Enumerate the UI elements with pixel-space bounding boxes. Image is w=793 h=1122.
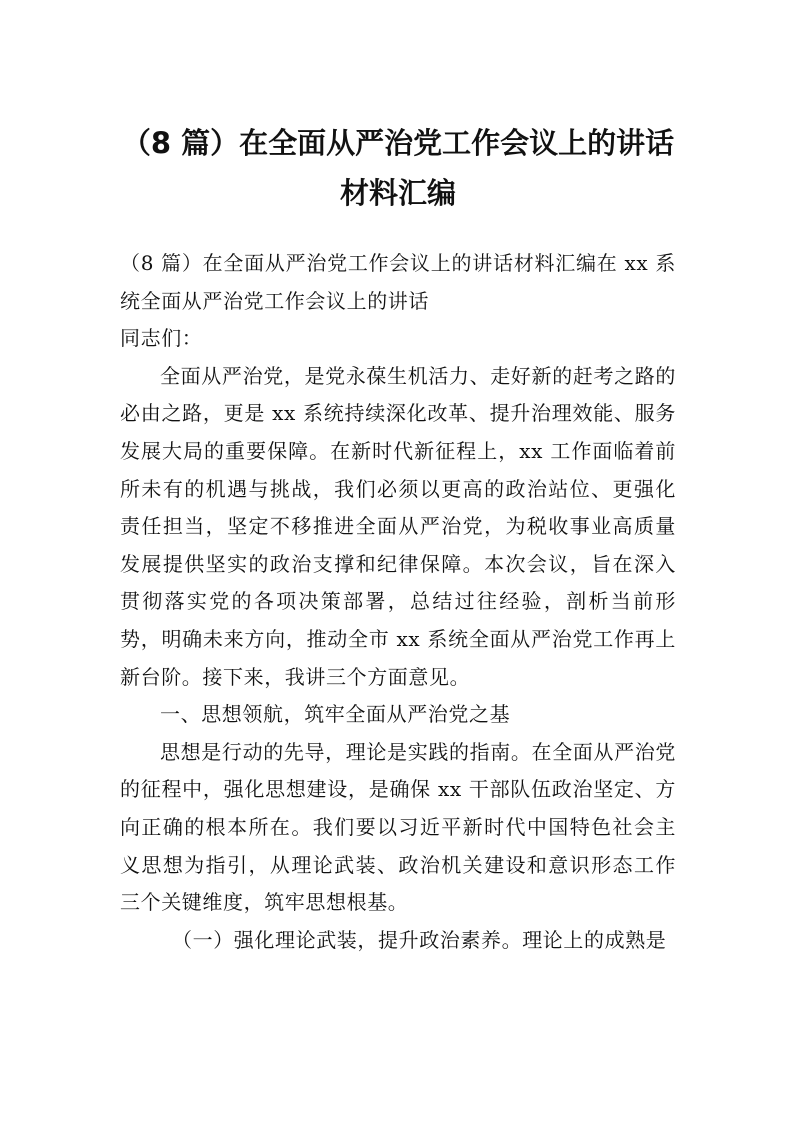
subsection-heading-1: （一）强化理论武装，提升政治素养。理论上的成熟是 (172, 927, 667, 952)
title-line-2: 材料汇编 (339, 176, 456, 210)
section-heading-1: 一、思想领航，筑牢全面从严治党之基 (160, 702, 511, 727)
paragraph-1: 全面从严治党，是党永葆生机活力、走好新的赶考之路的必由之路，更是 xx 系统持续深化改革、提升治理效能、服务发展大局的重要保障。在新时代新征程上，xx 工作面临着前所未有的机遇与挑战，我们必须以更高的政治站位、更强化责任担当，坚定不移推进全面从严治党，为税收事业高质量发展提供坚实的政治支撑和纪律保障。本次会议，旨在深入贯彻落实党的各项决策部署，总结过往经验，剖析当前形势，明确未来方向，推动全市 xx 系统全面从严治党工作再上新台阶。接下来，我讲三个方面意见。 (120, 363, 676, 689)
document-title (120, 118, 676, 218)
document-page (120, 118, 676, 959)
intro-paragraph: （8 篇）在全面从严治党工作会议上的讲话材料汇编在 xx 系统全面从严治党工作会议上的讲话 (120, 251, 676, 313)
paragraph-2: 思想是行动的先导，理论是实践的指南。在全面从严治党的征程中，强化思想建设，是确保 xx 干部队伍政治坚定、方向正确的根本所在。我们要以习近平新时代中国特色社会主义思想为指引，从理论武装、政治机关建设和意识形态工作三个关键维度，筑牢思想根基。 (120, 739, 676, 915)
salutation: 同志们： (120, 326, 203, 351)
title-line-1: （8 篇）在全面从严治党工作会议上的讲话 (121, 126, 675, 160)
